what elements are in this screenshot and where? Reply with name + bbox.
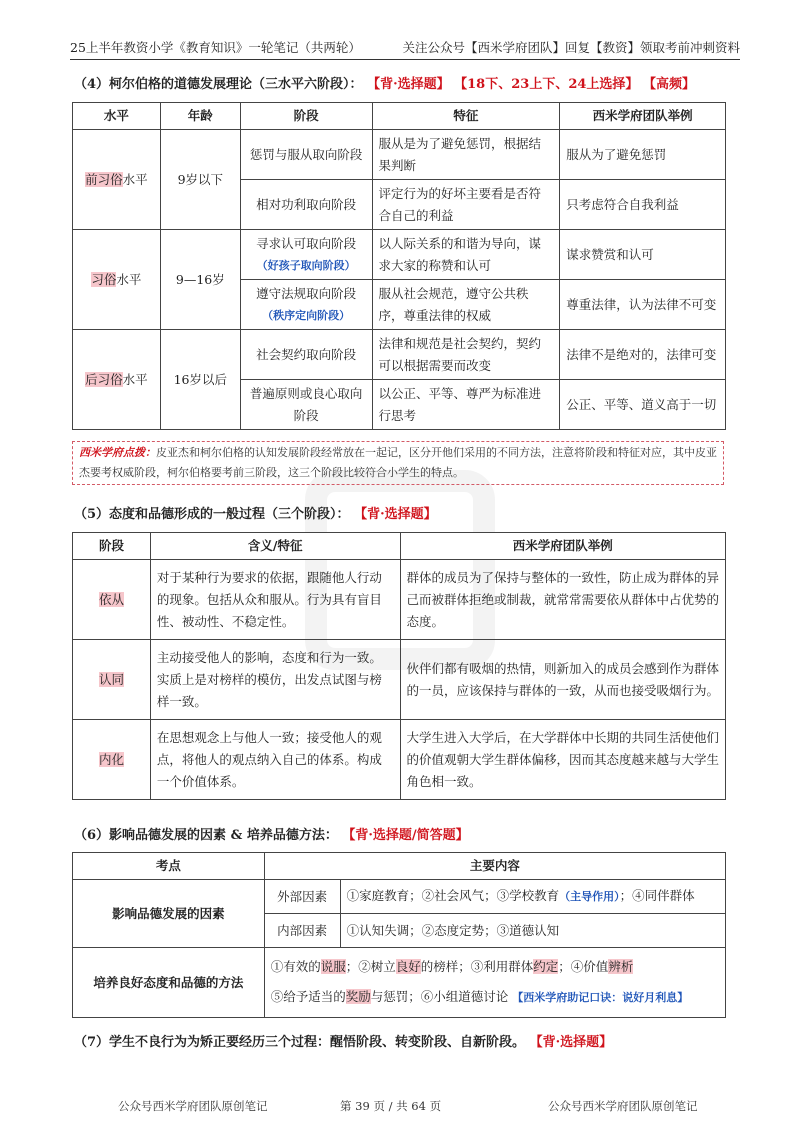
method-keyword: 奖励 (345, 989, 371, 1004)
table-row (73, 130, 726, 180)
stage-cell: 惩罚与服从取向阶段 (240, 130, 372, 180)
example-cell: 尊重法律，认为法律不可变 (560, 280, 726, 330)
external-emphasis: （主导作用） (559, 890, 620, 903)
table-header-row (73, 853, 726, 880)
stage-cell: 普遍原则或良心取向阶段 (240, 380, 372, 430)
table-row (73, 560, 726, 640)
external-text-end: ；④同伴群体 (619, 888, 695, 903)
header-right: 关注公众号【西米学府团队】回复【教资】领取考前冲刺资料 (402, 40, 740, 55)
stage-name: 寻求认可取向阶段 (256, 235, 357, 251)
section-5-tag: 【背·选择题】 (354, 507, 437, 522)
meaning-cell: 对于某种行为要求的依据，跟随他人行动的现象。包括从众和服从。行为具有盲目性、被动性、不稳定性。 (150, 560, 400, 640)
table-row (73, 230, 726, 280)
col-header: 主要内容 (264, 853, 725, 880)
example-cell: 服从为了避免惩罚 (560, 130, 726, 180)
age-cell: 9—16岁 (160, 230, 240, 330)
section-4-tag-3: 【高频】 (642, 77, 695, 92)
example-cell: 群体的成员为了保持与整体的一致性，防止成为群体的异己而被群体拒绝或制裁，就常常需要依从群体中占优势的态度。 (400, 560, 726, 640)
section-7-tag: 【背·选择题】 (529, 1035, 613, 1050)
table-row (73, 640, 726, 720)
level-cell (73, 330, 161, 430)
section-4-title-text: （4）柯尔伯格的道德发展理论（三水平六阶段）： (74, 77, 363, 92)
method-text: ；④价值 (558, 959, 609, 974)
method-text: ①有效的 (270, 959, 321, 974)
method-content (264, 948, 725, 1018)
meaning-cell: 主动接受他人的影响，态度和行为一致。实质上是对榜样的模仿，出发点试图与榜样一致。 (150, 640, 400, 720)
method-text: ；②树立 (345, 959, 396, 974)
age-cell: 16岁以后 (160, 330, 240, 430)
method-text: ⑤给予适当的 (270, 989, 346, 1004)
feature-cell: 以公正、平等、尊严为标准进行思考 (372, 380, 560, 430)
internal-content: ①认知失调；②态度定势；③道德认知 (340, 914, 725, 948)
example-cell: 谋求赞赏和认可 (560, 230, 726, 280)
age-cell: 9岁以下 (160, 130, 240, 230)
tip-title: 西米学府点拨： (79, 446, 156, 459)
section-5-title (74, 503, 437, 522)
mnemonic: 【西米学府助记口诀：说好月利息】 (512, 991, 689, 1004)
stage-label: 依从 (98, 591, 124, 607)
feature-cell: 以人际关系的和谐为导向，谋求大家的称赞和认可 (372, 230, 560, 280)
col-header: 阶段 (240, 103, 372, 130)
col-header: 考点 (73, 853, 265, 880)
external-content (340, 880, 725, 914)
section-6-tag: 【背·选择题/简答题】 (342, 828, 469, 843)
footer-right: 公众号西米学府团队原创笔记 (548, 1099, 698, 1113)
stage-cell (73, 720, 151, 800)
col-header: 水平 (73, 103, 161, 130)
page-number: 第 39 页 / 共 64 页 (340, 1099, 442, 1113)
tip-box (72, 441, 724, 485)
stage-cell (73, 640, 151, 720)
level-keyword: 后习俗 (85, 371, 123, 387)
kohlberg-table (72, 102, 726, 430)
method-keyword: 良好 (395, 959, 421, 974)
feature-cell: 服从社会规范，遵守公共秩序，尊重法律的权威 (372, 280, 560, 330)
example-cell: 法律不是绝对的，法律可变 (560, 330, 726, 380)
col-header: 西米学府团队举例 (400, 533, 726, 560)
section-7-title (74, 1031, 612, 1050)
table-row (73, 880, 726, 914)
feature-cell: 评定行为的好坏主要看是否符合自己的利益 (372, 180, 560, 230)
col-header: 西米学府团队举例 (560, 103, 726, 130)
stage-label: 认同 (98, 671, 124, 687)
factor-cell: 影响品德发展的因素 (73, 880, 265, 948)
stage-cell (73, 560, 151, 640)
col-header: 年龄 (160, 103, 240, 130)
stage-alias: （秩序定向阶段） (262, 308, 351, 322)
level-suffix: 水平 (116, 271, 142, 287)
meaning-cell: 在思想观念上与他人一致；接受他人的观点，将他人的观点纳入自己的体系。构成一个价值体系。 (150, 720, 400, 800)
table-row (73, 948, 726, 1018)
section-4-tag-1: 【背·选择题】 (367, 77, 450, 92)
method-keyword: 说服 (320, 959, 346, 974)
external-label: 外部因素 (264, 880, 340, 914)
col-header: 特征 (372, 103, 560, 130)
table-header-row (73, 533, 726, 560)
table-row (73, 330, 726, 380)
level-cell (73, 230, 161, 330)
example-cell: 大学生进入大学后，在大学群体中长期的共同生活使他们的价值观朝大学生群体偏移，因而其态度越来越与大学生角色相一致。 (400, 720, 726, 800)
tip-text: 皮亚杰和柯尔伯格的认知发展阶段经常放在一起记，区分开他们采用的不同方法，注意将阶段和特征对应，其中皮亚杰要考权威阶段，柯尔伯格要考前三阶段，这三个阶段比较符合小学生的特点。 (79, 446, 717, 479)
level-cell (73, 130, 161, 230)
example-cell: 只考虑符合自我利益 (560, 180, 726, 230)
section-7-title-text: （7）学生不良行为为矫正要经历三个过程：醒悟阶段、转变阶段、自新阶段。 (74, 1035, 526, 1050)
external-text: ①家庭教育；②社会风气；③学校教育 (346, 888, 560, 903)
example-cell: 公正、平等、道义高于一切 (560, 380, 726, 430)
level-suffix: 水平 (122, 171, 148, 187)
section-6-title-text: （6）影响品德发展的因素 & 培养品德方法： (74, 828, 338, 843)
level-keyword: 前习俗 (85, 171, 123, 187)
method-text: 的榜样；③利用群体 (420, 959, 534, 974)
stage-name: 遵守法规取向阶段 (256, 285, 357, 301)
internal-label: 内部因素 (264, 914, 340, 948)
method-cell: 培养良好态度和品德的方法 (73, 948, 265, 1018)
stage-cell: 社会契约取向阶段 (240, 330, 372, 380)
section-4-title (74, 73, 695, 92)
footer-left: 公众号西米学府团队原创笔记 (118, 1099, 268, 1113)
moral-factors-table (72, 852, 726, 1018)
section-6-title (74, 824, 469, 843)
col-header: 含义/特征 (150, 533, 400, 560)
stage-alias: （好孩子取向阶段） (256, 258, 356, 272)
col-header: 阶段 (73, 533, 151, 560)
stage-cell (240, 280, 372, 330)
header-left: 25上半年教资小学《教育知识》一轮笔记（共两轮） (70, 40, 361, 55)
level-suffix: 水平 (122, 371, 148, 387)
stage-cell: 相对功利取向阶段 (240, 180, 372, 230)
method-keyword: 约定 (533, 959, 559, 974)
method-text: 与惩罚；⑥小组道德讨论 (370, 989, 509, 1004)
feature-cell: 法律和规范是社会契约，契约可以根据需要而改变 (372, 330, 560, 380)
table-header-row (73, 103, 726, 130)
stage-label: 内化 (98, 751, 124, 767)
stage-cell (240, 230, 372, 280)
page-header (70, 34, 740, 60)
example-cell: 伙伴们都有吸烟的热情，则新加入的成员会感到作为群体的一员，应该保持与群体的一致，从而也接受吸烟行为。 (400, 640, 726, 720)
section-4-tag-2: 【18下、23上下、24上选择】 (454, 77, 639, 92)
section-5-title-text: （5）态度和品德形成的一般过程（三个阶段）： (74, 507, 350, 522)
level-keyword: 习俗 (91, 271, 117, 287)
method-keyword: 辨析 (608, 959, 634, 974)
table-row (73, 720, 726, 800)
feature-cell: 服从是为了避免惩罚，根据结果判断 (372, 130, 560, 180)
attitude-table (72, 532, 726, 800)
